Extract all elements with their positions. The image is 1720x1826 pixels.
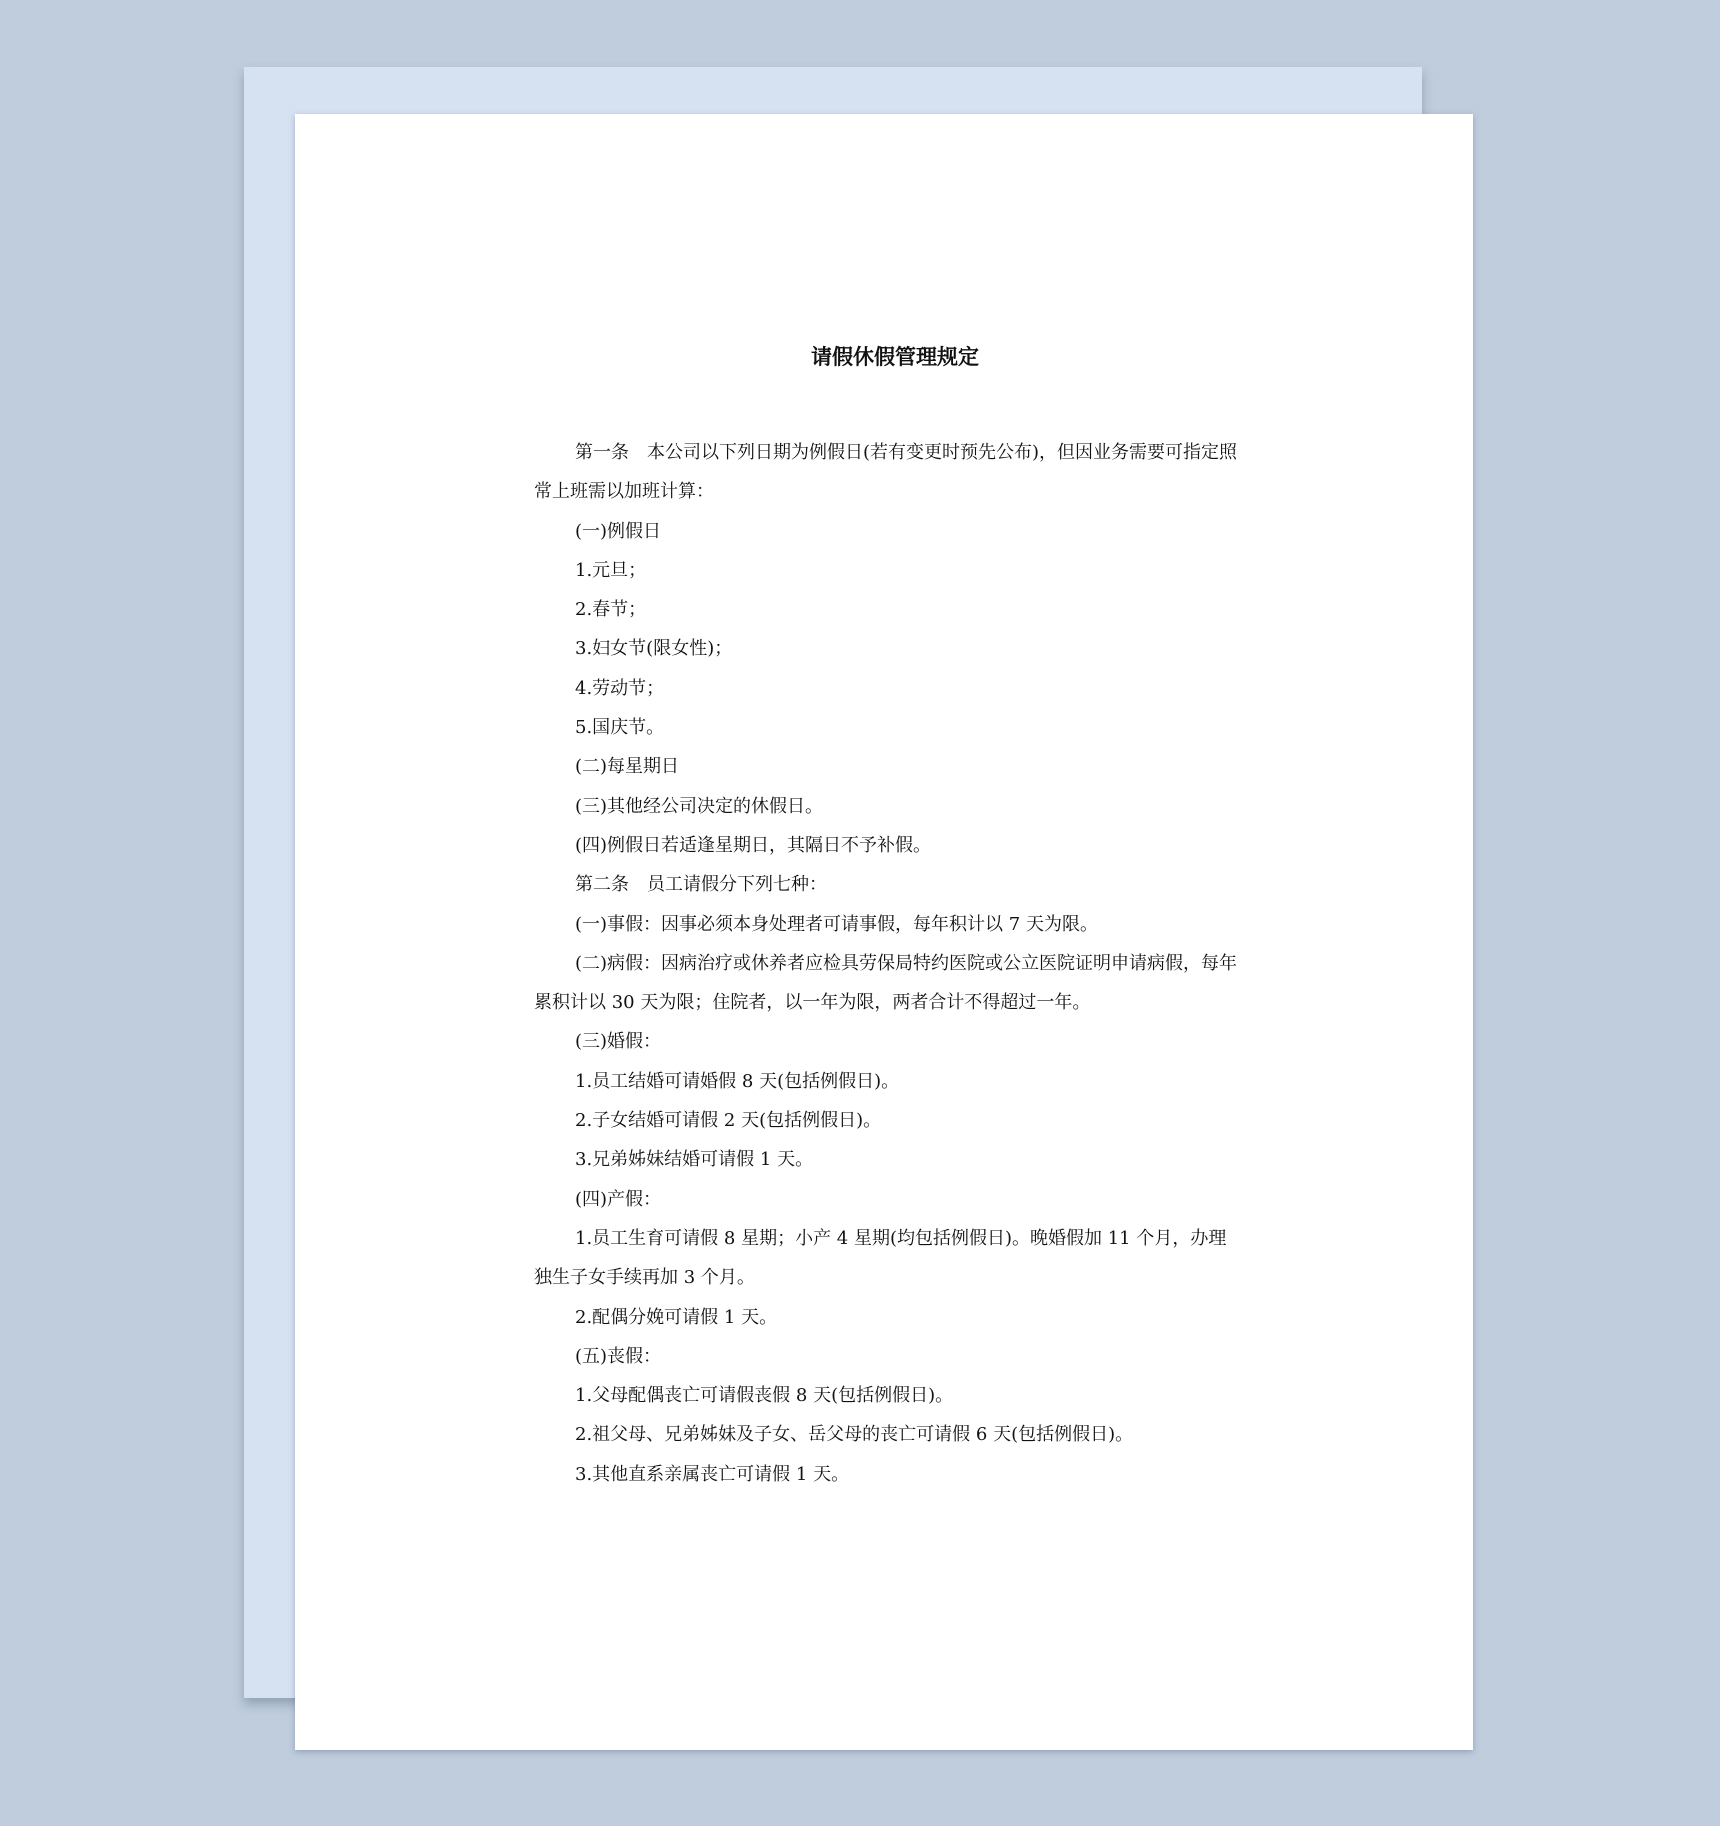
list-item: 2.祖父母、兄弟姊妹及子女、岳父母的丧亡可请假 6 天(包括例假日)。	[575, 1424, 1134, 1446]
list-item: (三)其他经公司决定的休假日。	[575, 795, 824, 817]
list-item: (四)产假：	[575, 1188, 662, 1210]
list-item: (五)丧假：	[575, 1345, 662, 1367]
list-item: 3.妇女节(限女性)；	[575, 638, 733, 660]
list-item: 1.父母配偶丧亡可请假丧假 8 天(包括例假日)。	[575, 1385, 954, 1407]
list-item: (一)事假：因事必须本身处理者可请事假，每年积计以 7 天为限。	[575, 913, 1098, 935]
article-1-paragraph: 第一条 本公司以下列日期为例假日(若有变更时预先公布)，但因业务需要可指定照常上班需以加班计算：	[534, 442, 1238, 503]
list-item: 2.配偶分娩可请假 1 天。	[575, 1306, 778, 1328]
list-item: 1.员工结婚可请婚假 8 天(包括例假日)。	[575, 1070, 900, 1092]
list-item: 4.劳动节；	[575, 677, 665, 699]
list-item: (四)例假日若适逢星期日，其隔日不予补假。	[575, 834, 932, 856]
document-page	[295, 114, 1473, 1750]
list-item: 5.国庆节。	[575, 717, 665, 739]
list-item: (一)例假日	[575, 520, 662, 542]
list-item: 3.其他直系亲属丧亡可请假 1 天。	[575, 1463, 850, 1485]
list-item: 1.元旦；	[575, 559, 647, 581]
list-item: 2.子女结婚可请假 2 天(包括例假日)。	[575, 1110, 882, 1132]
list-item: (二)病假：因病治疗或休养者应检具劳保局特约医院或公立医院证明申请病假，每年累积计以 30 天为限；住院者，以一年为限，两者合计不得超过一年。	[534, 952, 1238, 1014]
document-title: 请假休假管理规定	[811, 344, 979, 369]
list-item: 3.兄弟姊妹结婚可请假 1 天。	[575, 1149, 814, 1171]
document-body	[534, 433, 1239, 1494]
list-item: 1.员工生育可请假 8 星期；小产 4 星期(均包括例假日)。晚婚假加 11 个月，办理独生子女手续再加 3 个月。	[534, 1227, 1227, 1289]
list-item: (二)每星期日	[575, 756, 680, 778]
list-item: (三)婚假：	[575, 1031, 662, 1053]
article-2-paragraph: 第二条 员工请假分下列七种：	[575, 874, 827, 896]
list-item: 2.春节；	[575, 599, 647, 621]
